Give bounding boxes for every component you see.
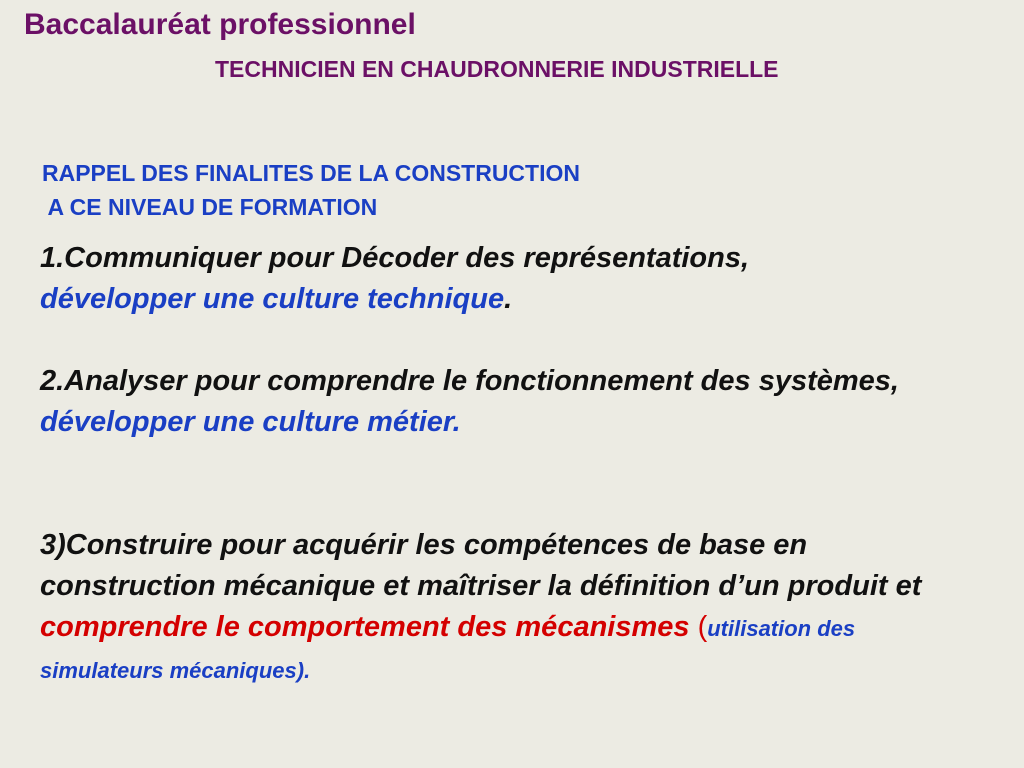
point-1-text: 1.Communiquer pour Décoder des représentations, xyxy=(40,242,750,274)
section-heading xyxy=(42,156,580,224)
section-heading-line-2: A CE NIVEAU DE FORMATION xyxy=(42,194,378,220)
point-3 xyxy=(40,525,980,691)
point-1-highlight: développer une culture technique xyxy=(40,283,505,315)
point-2-text: 2.Analyser pour comprendre le fonctionnement des systèmes, xyxy=(40,365,899,397)
point-1 xyxy=(40,238,980,320)
point-3-paren: ( xyxy=(689,611,708,643)
section-heading-line-1: RAPPEL DES FINALITES DE LA CONSTRUCTION xyxy=(42,160,580,186)
point-3-note: utilisation des simulateurs mécaniques). xyxy=(40,616,856,683)
point-3-text: 3)Construire pour acquérir les compétences de base en construction mécanique et maîtriser la définition d’un produit et xyxy=(40,529,922,602)
slide-title: Baccalauréat professionnel xyxy=(24,8,416,41)
slide-subtitle: TECHNICIEN EN CHAUDRONNERIE INDUSTRIELLE xyxy=(215,56,779,82)
point-1-end: . xyxy=(504,283,513,315)
point-2 xyxy=(40,361,980,443)
point-3-highlight: comprendre le comportement des mécanismes xyxy=(40,611,690,643)
point-2-highlight: développer une culture métier. xyxy=(40,406,461,438)
